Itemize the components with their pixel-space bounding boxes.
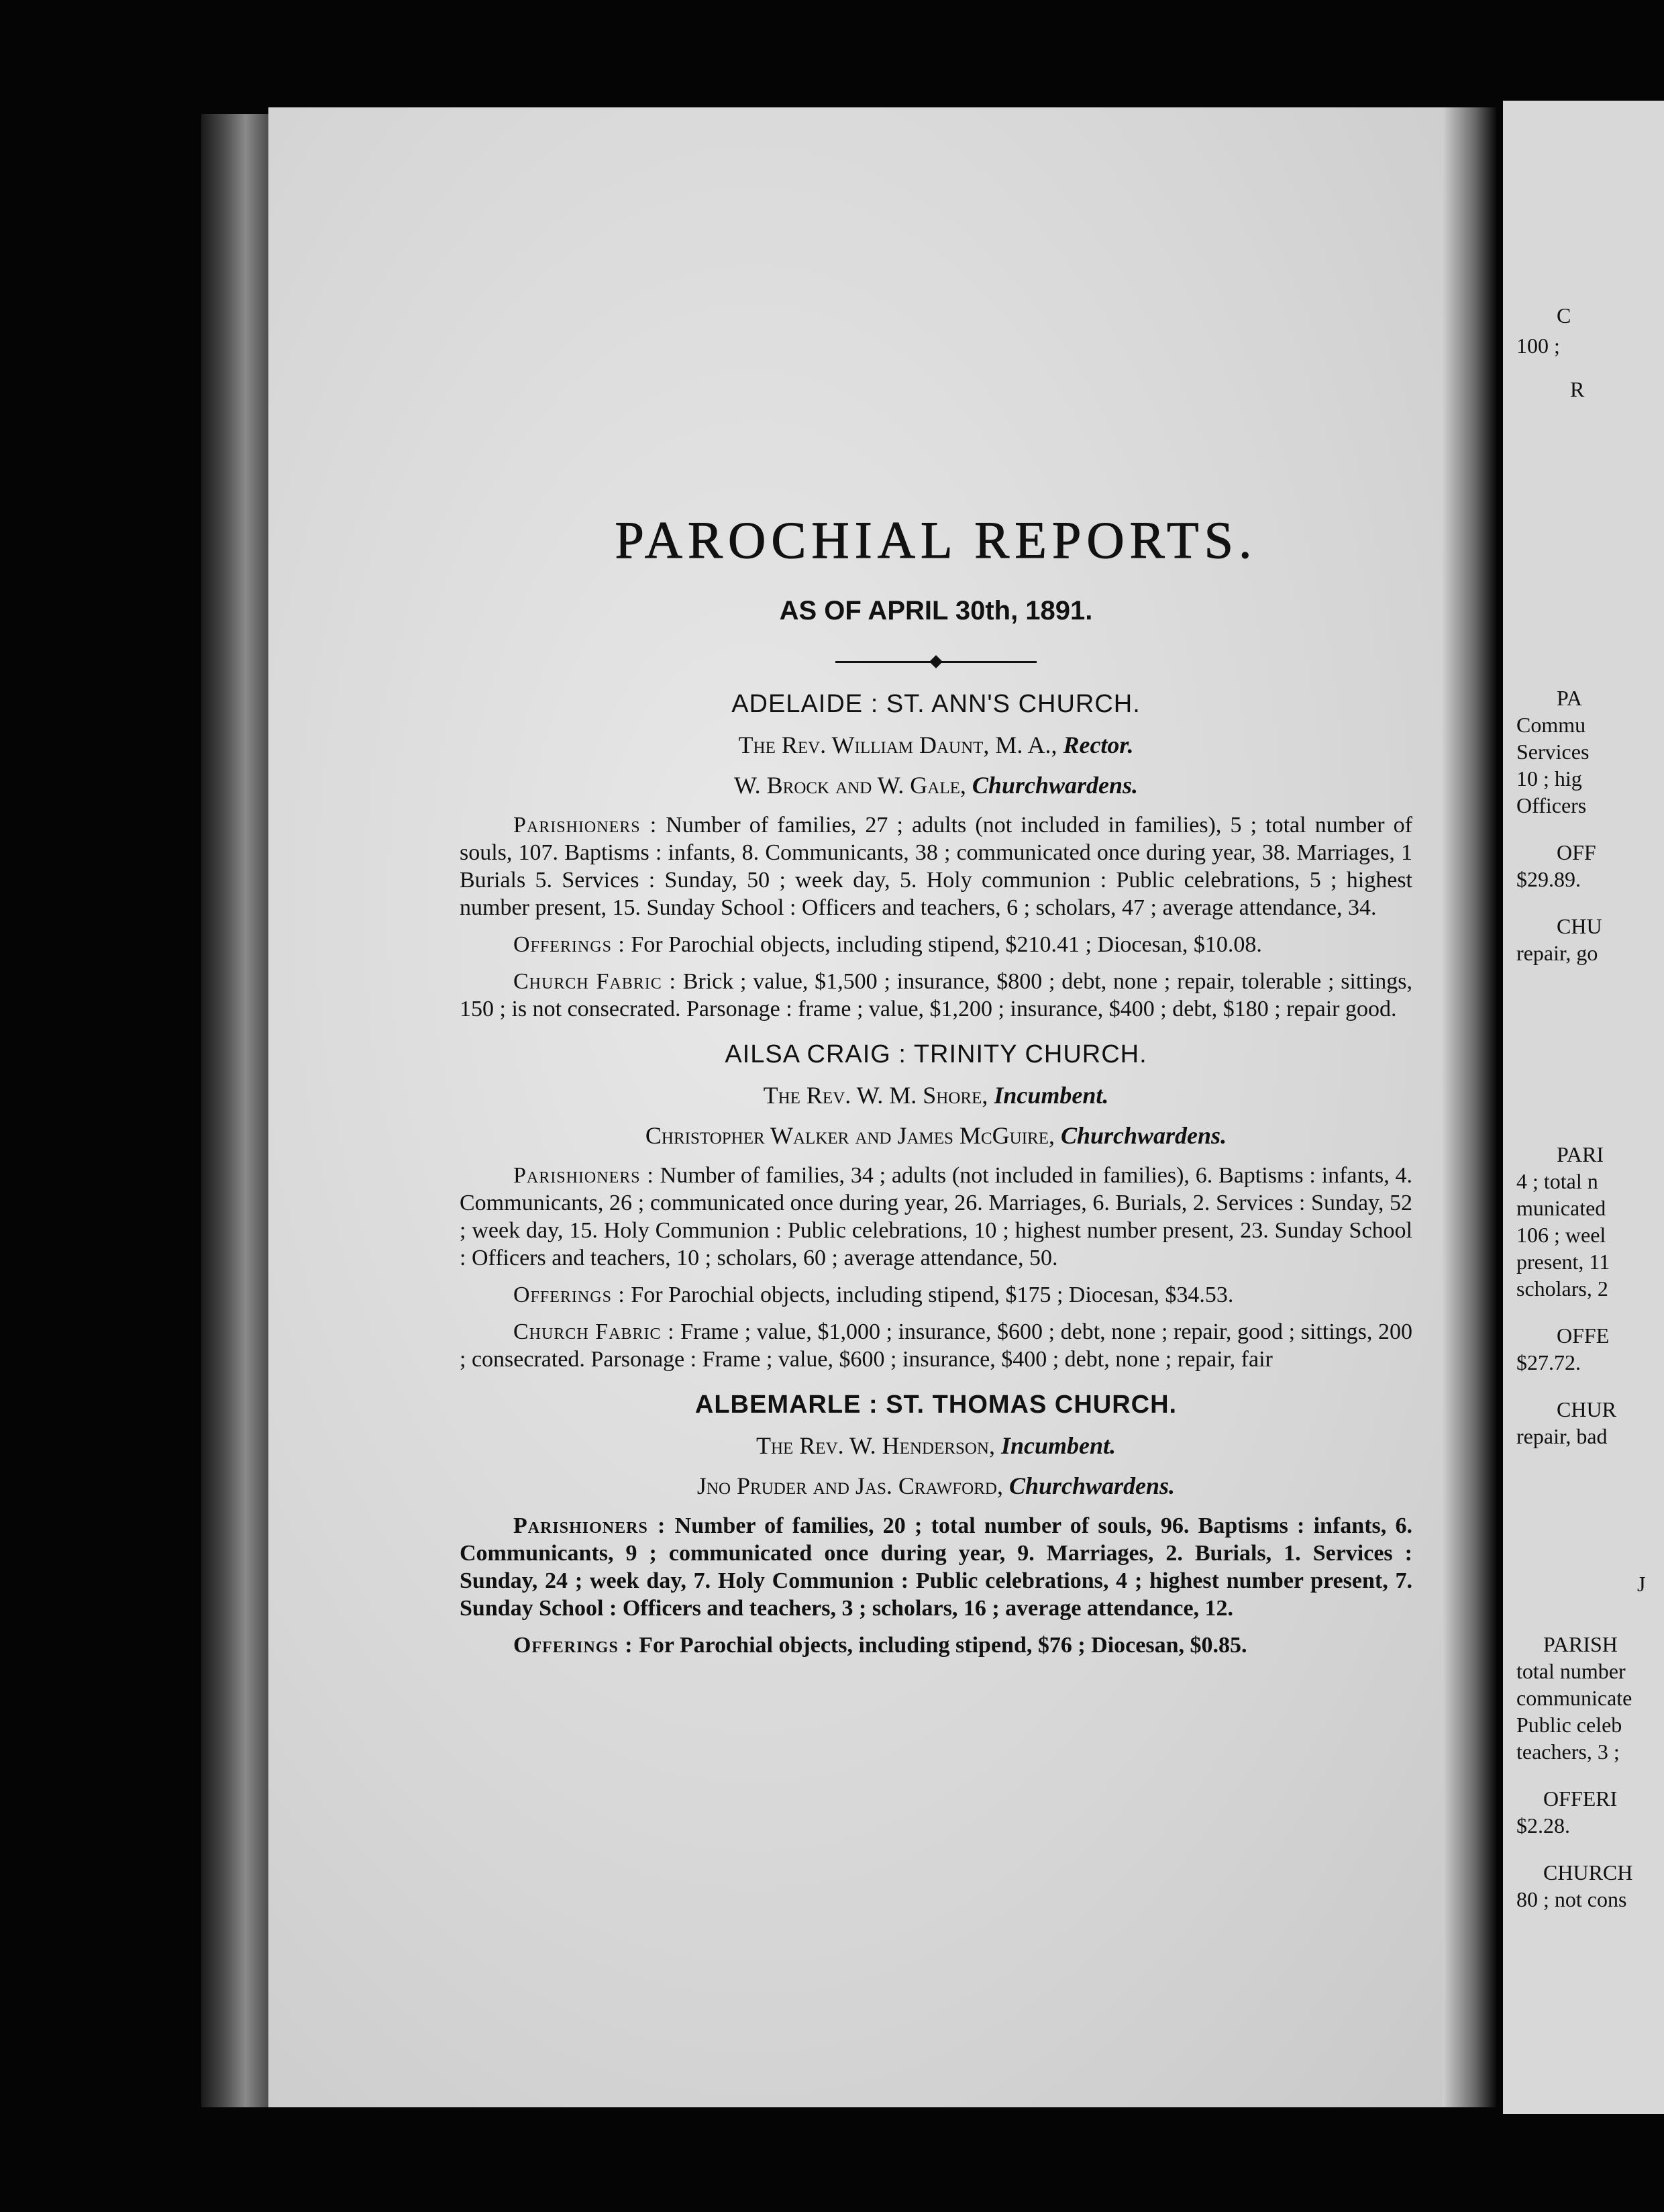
parishioners-text: Number of families, 27 ; adults (not included in families), 5 ; total number of souls, 107. Baptisms : infants, 8. Communicants, 38 ; communicated once during year, 38. Marriages, 1 Burials 5. Services : Sunday, 50 ; week day, 5. Holy communion : Public celebrations, 5 ; highest number present, 15. Sunday School : Officers and teachers, 6 ; scholars, 47 ; average attendance, 34. <box>460 813 1413 920</box>
church-heading: ALBEMARLE : ST. THOMAS CHURCH. <box>694 1391 1178 1419</box>
parishioners-label: Parishioners : <box>513 813 658 838</box>
offerings-text: For Parochial objects, including stipend, $210.41 ; Diocesan, $10.08. <box>631 932 1262 957</box>
page-subtitle: AS OF APRIL 30th, 1891. <box>779 596 1093 625</box>
fragment-line: PA <box>1557 686 1582 710</box>
parishioners-label: Parishioners : <box>513 1163 654 1188</box>
fabric-label: Church Fabric : <box>513 1319 675 1344</box>
fragment-line: $29.89. <box>1516 867 1581 891</box>
offerings-paragraph <box>460 1631 1412 1659</box>
fragment-line: 10 ; hig <box>1516 766 1582 791</box>
right-page-fragment <box>1503 101 1664 2114</box>
page-content <box>460 389 1412 1668</box>
page-title: PAROCHIAL REPORTS. <box>615 511 1257 569</box>
fragment-line: scholars, 2 <box>1516 1276 1608 1301</box>
fragment-line: repair, bad <box>1516 1424 1608 1448</box>
offerings-text: For Parochial objects, including stipend, $175 ; Diocesan, $34.53. <box>631 1283 1234 1307</box>
clergy-name: The Rev. W. M. Shore, <box>763 1082 988 1109</box>
offerings-label: Offerings : <box>513 932 625 957</box>
fragment-line: communicate <box>1516 1686 1632 1710</box>
fabric-paragraph <box>460 1318 1412 1373</box>
church-heading: AILSA CRAIG : TRINITY CHURCH. <box>725 1040 1147 1068</box>
report-section-albemarle <box>460 1391 1412 1659</box>
fragment-line: 4 ; total n <box>1516 1169 1598 1193</box>
fragment-line: Services <box>1516 740 1590 764</box>
ornamental-rule <box>835 661 1037 663</box>
wardens-role: Churchwardens. <box>972 772 1139 799</box>
clergy-line <box>460 1081 1412 1109</box>
fragment-line: municated <box>1516 1196 1606 1220</box>
fabric-label: Church Fabric : <box>513 969 676 994</box>
report-section-adelaide <box>460 690 1412 1023</box>
clergy-name: The Rev. W. Henderson, <box>756 1432 995 1459</box>
fragment-line: OFFERI <box>1543 1787 1618 1811</box>
parishioners-text: Number of families, 20 ; total number of souls, 96. Baptisms : infants, 6. Communicants, 9 ; communicated once during year, 9. Marriages, 2. Burials, 1. Services : Sunday, 24 ; week day, 7. Holy Communion : Public celebrations, 4 ; highest number present, 7. Sunday School : Officers and teachers, 3 ; scholars, 16 ; average attendance, 12. <box>460 1513 1413 1621</box>
fragment-line: 80 ; not cons <box>1516 1887 1627 1911</box>
fragment-line: J <box>1637 1572 1646 1596</box>
fragment-line: $27.72. <box>1516 1350 1581 1374</box>
fragment-line: Commu <box>1516 713 1586 737</box>
wardens-names: Jno Pruder and Jas. Crawford, <box>696 1472 1003 1499</box>
clergy-line <box>460 1431 1412 1460</box>
fragment-line: R <box>1570 377 1585 401</box>
church-heading: ADELAIDE : ST. ANN'S CHURCH. <box>731 690 1141 718</box>
fragment-line: Public celeb <box>1516 1713 1622 1737</box>
clergy-role: Incumbent. <box>1000 1432 1116 1459</box>
parishioners-text: Number of families, 34 ; adults (not included in families), 6. Baptisms : infants, 4. Communicants, 26 ; communicated once during year, 26. Marriages, 6. Burials, 2. Services : Sunday, 52 ; week day, 15. Holy Communion : Public celebrations, 10 ; highest number present, 23. Sunday School : Officers and teachers, 10 ; scholars, 60 ; average attendance, 50. <box>460 1163 1412 1270</box>
clergy-role: Incumbent. <box>994 1082 1109 1109</box>
fragment-line: OFF <box>1557 840 1596 864</box>
parishioners-paragraph <box>460 1512 1412 1622</box>
fragment-line: Officers <box>1516 793 1587 817</box>
fragment-line: teachers, 3 ; <box>1516 1740 1620 1764</box>
wardens-line <box>460 1121 1412 1150</box>
fragment-line: CHUR <box>1557 1397 1616 1421</box>
fragment-line: total number <box>1516 1659 1626 1683</box>
fragment-line: $2.28. <box>1516 1813 1570 1838</box>
wardens-line <box>460 771 1412 799</box>
fragment-line: 106 ; weel <box>1516 1223 1606 1247</box>
offerings-paragraph <box>460 931 1412 958</box>
left-page <box>268 107 1483 2107</box>
fragment-line: 100 ; <box>1516 334 1560 358</box>
fragment-line: PARISH <box>1543 1632 1618 1656</box>
wardens-names: Christopher Walker and James McGuire, <box>645 1122 1055 1149</box>
fragment-line: CHURCH <box>1543 1860 1633 1884</box>
fragment-line: PARI <box>1557 1142 1604 1166</box>
offerings-paragraph <box>460 1281 1412 1309</box>
offerings-text: For Parochial objects, including stipend, $76 ; Diocesan, $0.85. <box>639 1633 1247 1658</box>
report-section-ailsa-craig <box>460 1040 1412 1373</box>
offerings-label: Offerings : <box>513 1283 625 1307</box>
page-gutter-shadow <box>1443 107 1496 2107</box>
clergy-name: The Rev. William Daunt, M. A., <box>738 732 1057 758</box>
parishioners-paragraph <box>460 811 1412 921</box>
fragment-line: repair, go <box>1516 941 1598 965</box>
fragment-line: CHU <box>1557 914 1602 938</box>
parishioners-paragraph <box>460 1162 1412 1272</box>
wardens-line <box>460 1472 1412 1500</box>
wardens-names: W. Brock and W. Gale, <box>733 772 966 799</box>
parishioners-label: Parishioners : <box>513 1513 666 1538</box>
fragment-line: C <box>1557 303 1571 328</box>
fabric-text: Frame ; value, $1,000 ; insurance, $600 ; debt, none ; repair, good ; sittings, 200 ; consecrated. Parsonage : Frame ; value, $600 ; insurance, $400 ; debt, none ; repair, fair <box>460 1319 1413 1372</box>
wardens-role: Churchwardens. <box>1060 1122 1227 1149</box>
offerings-label: Offerings : <box>513 1633 633 1658</box>
book-binding <box>201 114 275 2107</box>
fabric-text: Brick ; value, $1,500 ; insurance, $800 ; debt, none ; repair, tolerable ; sittings, 150 ; is not consecrated. Parsonage : frame ; value, $1,200 ; insurance, $400 ; debt, $180 ; repair good. <box>460 969 1412 1021</box>
fragment-line: present, 11 <box>1516 1250 1610 1274</box>
clergy-line <box>460 731 1412 759</box>
clergy-role: Rector. <box>1063 732 1134 758</box>
fabric-paragraph <box>460 968 1412 1023</box>
wardens-role: Churchwardens. <box>1008 1472 1176 1499</box>
fragment-line: OFFE <box>1557 1323 1610 1348</box>
